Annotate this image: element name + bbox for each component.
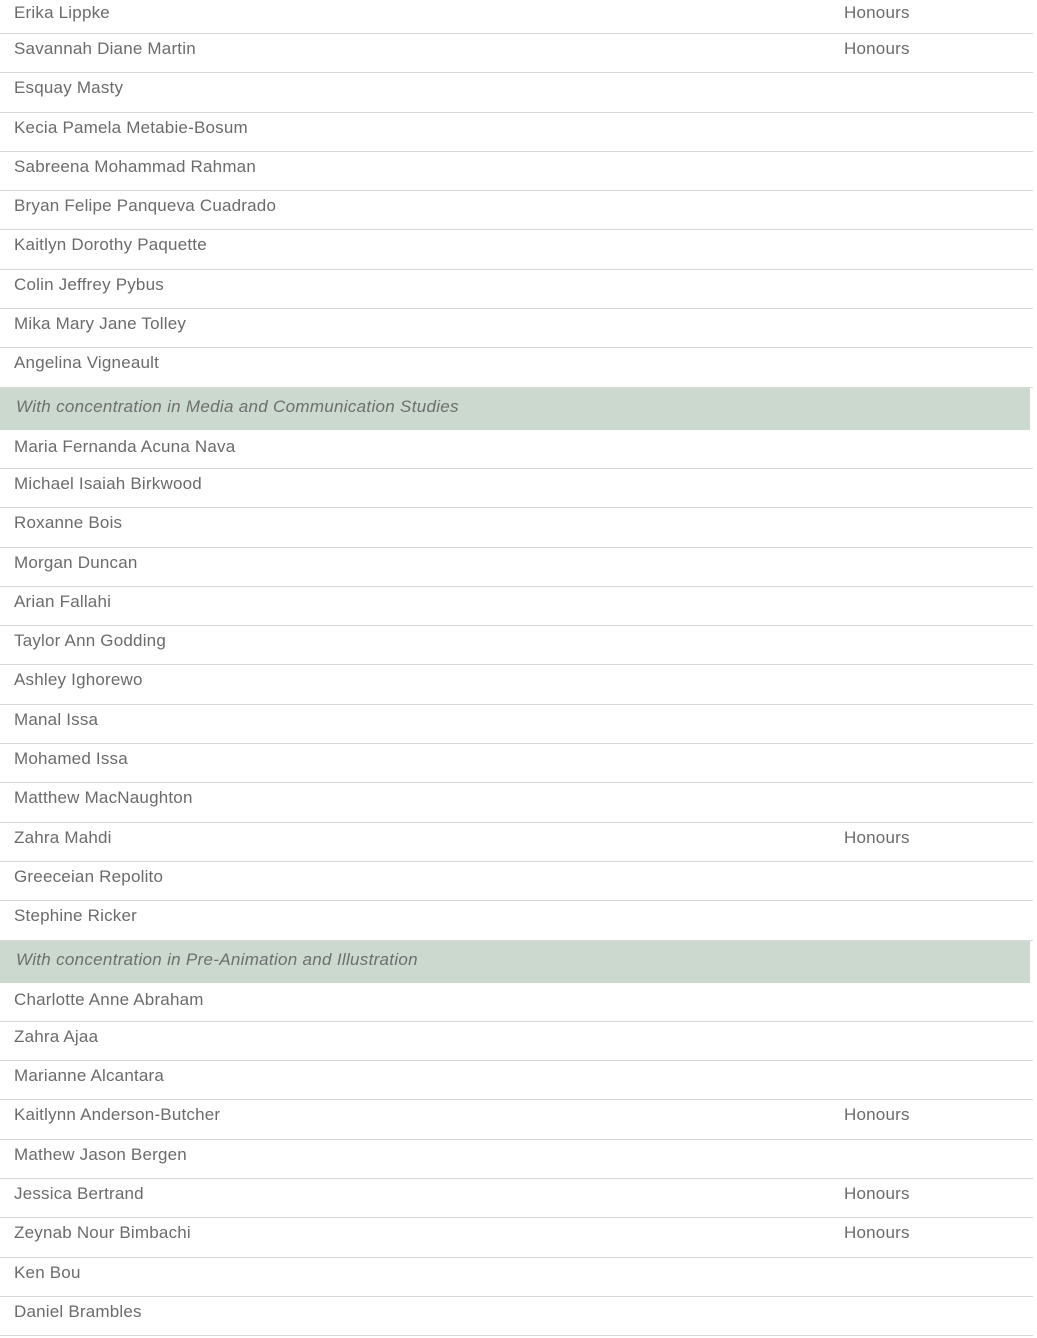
table-row [0,191,1033,230]
graduate-name: Mika Mary Jane Tolley [14,314,187,334]
table-row [0,270,1033,309]
graduate-name: Ken Bou [14,1262,81,1282]
table-row [0,348,1033,387]
table-row [0,1022,1033,1061]
graduate-name: Taylor Ann Godding [14,631,166,651]
graduate-name: Arian Fallahi [14,591,112,611]
table-row [0,508,1033,547]
graduate-name: Michael Isaiah Birkwood [14,473,202,493]
graduate-name: Maria Fernanda Acuna Nava [14,436,236,456]
graduate-name: Stephine Ricker [14,906,138,926]
honours-note: Honours [844,3,910,22]
table-row [0,430,1033,469]
graduate-name: Mohamed Issa [14,749,128,769]
honours-note: Honours [844,39,910,58]
table-row [0,1100,1033,1139]
section-header [0,388,1030,430]
table-row [0,705,1033,744]
table-row [0,34,1033,73]
table-row [0,1258,1033,1297]
table-row [0,1179,1033,1218]
graduate-name: Morgan Duncan [14,552,138,572]
table-row [0,626,1033,665]
graduate-name: Ashley Ighorewo [14,670,143,690]
table-row [0,823,1033,862]
table-row [0,1061,1033,1100]
graduate-name: Marianne Alcantara [14,1066,165,1086]
table-row [0,113,1033,152]
graduate-name: Jessica Bertrand [14,1184,144,1204]
graduate-name: Kaitlyn Dorothy Paquette [14,235,207,255]
table-row [0,783,1033,822]
graduate-name: Colin Jeffrey Pybus [14,274,164,294]
graduate-name: Charlotte Anne Abraham [14,989,204,1009]
table-row [0,901,1033,940]
table-row [0,665,1033,704]
graduate-name: Esquay Masty [14,78,124,98]
graduate-name: Zeynab Nour Bimbachi [14,1223,191,1243]
section-header [0,941,1030,983]
table-row [0,1297,1033,1336]
honours-note: Honours [844,1105,910,1125]
table-row [0,1218,1033,1257]
table-row [0,152,1033,191]
table-row [0,309,1033,348]
graduate-name: Zahra Ajaa [14,1026,99,1046]
graduate-name: Angelina Vigneault [14,353,160,373]
table-row [0,744,1033,783]
graduate-name: Matthew MacNaughton [14,788,193,808]
graduate-name: Zahra Mahdi [14,827,112,847]
graduate-name: Mathew Jason Bergen [14,1144,187,1164]
graduate-name: Manal Issa [14,709,99,729]
graduate-name: Greeceian Repolito [14,866,164,886]
graduate-name: Savannah Diane Martin [14,39,196,58]
table-row [0,1140,1033,1179]
table-row [0,230,1033,269]
honours-note: Honours [844,1184,910,1204]
table-row [0,862,1033,901]
table-row [0,983,1033,1022]
graduate-name: Daniel Brambles [14,1301,142,1321]
graduate-name: Kaitlynn Anderson-Butcher [14,1105,221,1125]
graduate-name: Kecia Pamela Metabie-Bosum [14,117,248,137]
section-title: With concentration in Pre-Animation and Illustration [16,949,418,969]
honours-note: Honours [844,1223,910,1243]
graduate-name: Sabreena Mohammad Rahman [14,156,256,176]
table-row [0,73,1033,112]
table-row [0,548,1033,587]
table-row [0,469,1033,508]
section-title: With concentration in Media and Communication Studies [16,396,459,416]
table-row [0,0,1033,34]
honours-note: Honours [844,827,910,847]
table-row [0,587,1033,626]
graduate-name: Erika Lippke [14,3,110,22]
graduate-name: Bryan Felipe Panqueva Cuadrado [14,196,277,216]
graduate-name: Roxanne Bois [14,513,123,533]
